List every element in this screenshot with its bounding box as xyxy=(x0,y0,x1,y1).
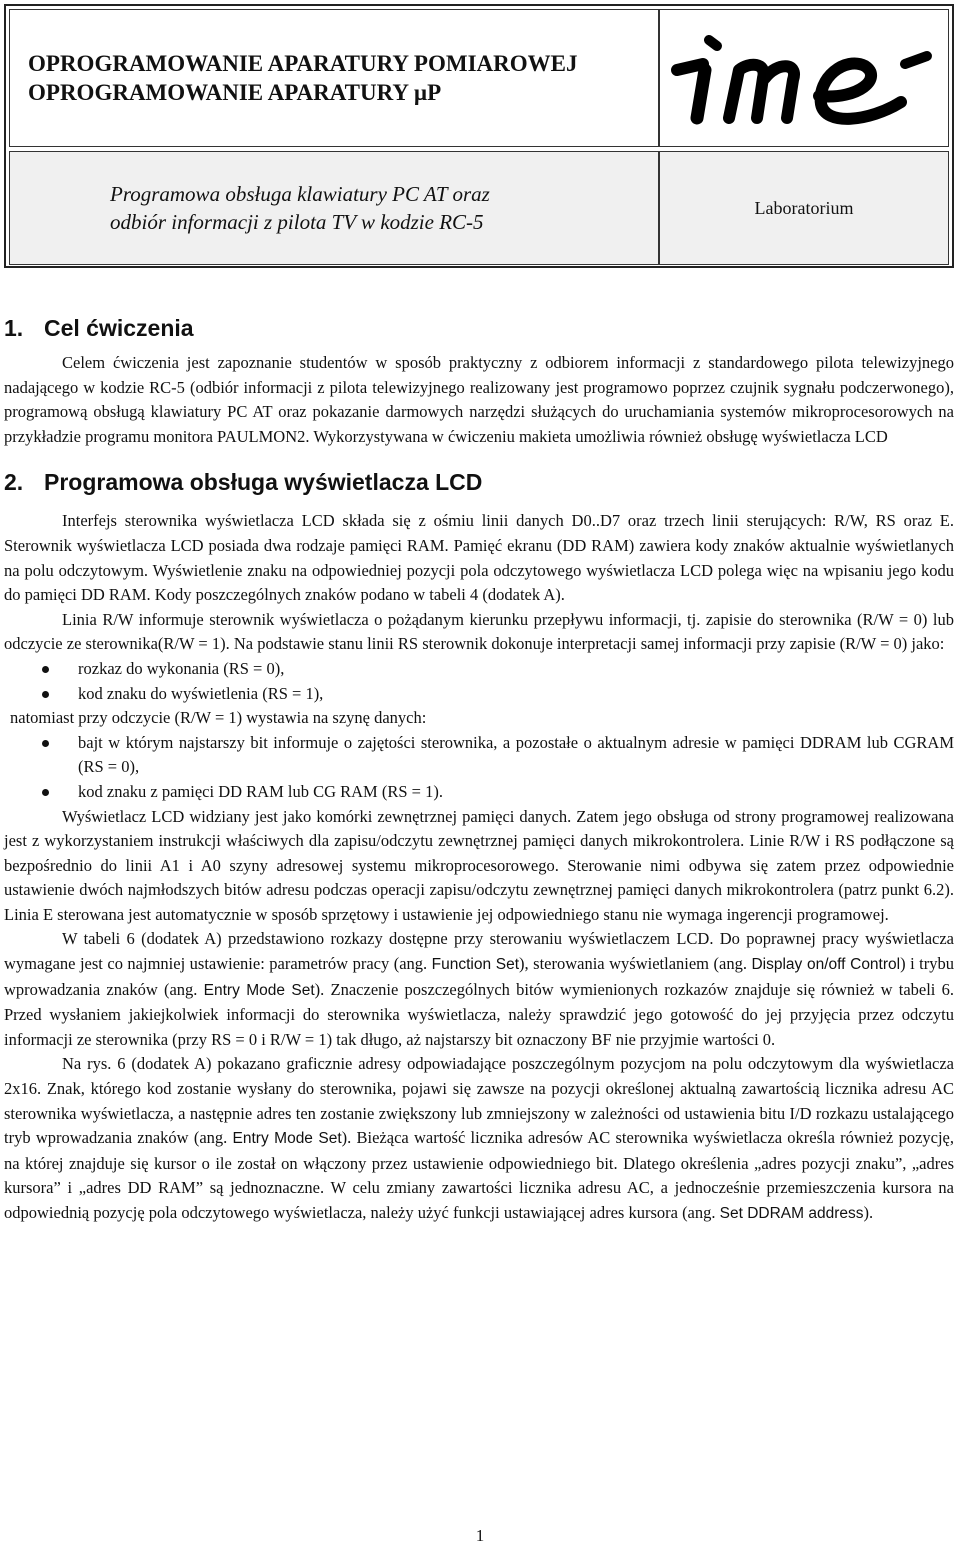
read-mode-list xyxy=(4,731,954,805)
section-2-paragraph-5 xyxy=(4,927,954,1052)
section-1-title: Cel ćwiczenia xyxy=(44,315,194,341)
header-table xyxy=(4,4,954,268)
text-run: ). xyxy=(863,1203,874,1222)
bullet-icon xyxy=(42,691,49,698)
section-2-number: 2. xyxy=(4,469,24,496)
term-function-set: Function Set xyxy=(431,956,520,974)
title-line-2: OPROGRAMOWANIE APARATURY µP xyxy=(28,80,442,105)
section-1-paragraph: Celem ćwiczenia jest zapoznanie studentów w sposób praktyczny z odbiorem informacji z standardowego pilota telewizyjnego nadającego w kodzie RC-5 (odbiór informacji z pilota telewizyjnego realizowany jest programowo poprzez czujnik sygnału podczerwonego), programową obsługą klawiatury PC AT oraz pokazanie darmowych narzędzi służących do uruchamiania systemów mikroprocesorowych na przykładzie programu monitora PAULMON2. Wykorzystywana w ćwiczeniu makieta umożliwia również obsługę wyświetlacza LCD xyxy=(4,353,954,446)
term-entry-mode-set: Entry Mode Set xyxy=(203,981,315,999)
text-run: W tabeli 6 (dodatek A) przedstawiono rozkazy dostępne przy sterowaniu wyświetlaczem LCD. Do poprawnej pracy wyświetlacza wymagane jest co najmniej ustawienie: parametrów pracy (ang. xyxy=(4,929,954,974)
subtitle-line-2: odbiór informacji z pilota TV w kodzie RC-5 xyxy=(110,210,484,234)
list-item xyxy=(4,657,954,682)
document-body xyxy=(4,313,954,1227)
section-2-paragraph-6 xyxy=(4,1052,954,1226)
section-2-paragraph-1: Interfejs sterownika wyświetlacza LCD składa się z ośmiu linii danych D0..D7 oraz trzech linii sterujących: R/W, RS oraz E. Sterownik wyświetlacza LCD posiada dwa rodzaje pamięci RAM. Pamięć ekranu (DD RAM) zawiera kody znaków aktualnie wyświetlanych na polu odczytowym. Wyświetlenie znaku na odpowiedniej pozycji pola odczytowego wyświetlacza LCD polega więc na wpisaniu jego kodu do pamięci DD RAM. Kody poszczególnych znaków podano w tabeli 4 (dodatek A). xyxy=(4,511,954,605)
list-item-text: kod znaku z pamięci DD RAM lub CG RAM (RS = 1). xyxy=(78,781,443,801)
list-item xyxy=(4,780,954,805)
list-item-text: kod znaku do wyświetlenia (RS = 1), xyxy=(78,683,324,703)
list-item xyxy=(4,682,954,707)
text-run: Na rys. 6 (dodatek A) pokazano graficznie adresy odpowiadające poszczególnym pozycjom na polu odczytowym dla wyświetlacza 2x16. Znak, którego kod zostanie wysłany do sterownika, pojawi się zawsze na pozycji określonej aktualną zawartością licznika adresu AC sterownika wyświetlacza, a następnie adres ten zostanie zwiększony lub zmniejszony w zależności od ustawienia bitu I/D rozkazu ustalającego tryb wprowadzania znaków (ang. xyxy=(4,1054,954,1148)
term-set-ddram-address: Set DDRAM address xyxy=(719,1205,864,1222)
bullet-icon xyxy=(42,789,49,796)
text-run: ) i trybu wprowadzania znaków (ang. xyxy=(4,954,954,999)
title-line-1: OPROGRAMOWANIE APARATURY POMIAROWEJ xyxy=(28,51,578,76)
section-2-paragraph-2: Linia R/W informuje sterownik wyświetlacza o pożądanym kierunku przepływu informacji, tj. zapisie do sterownika (R/W = 0) lub odczycie ze sterownika(R/W = 1). Na podstawie stanu linii RS sterownik dokonuje interpretacji samej informacji przy zapisie (R/W = 0) jako: xyxy=(4,609,954,654)
bullet-icon xyxy=(42,666,49,673)
text-run: ). Bieżąca wartość licznika adresów AC sterownika wyświetlacza określa również pozycję, na której znajduje się kursor o ile został on włączony przez ustawienie odpowiedniego bit. Dlatego określenia „adres pozycji znaku”, „adres kursora” i „adres DD RAM” są jednoznaczne. W celu zmiany zawartości licznika adresu AC, a jednocześnie przemieszczenia kursora na odpowiednią pozycję pola odczytowego wyświetlacza, należy użyć funkcji ustawiającej adres kursora (ang. xyxy=(4,1128,954,1222)
section-2-heading xyxy=(4,467,954,497)
term-entry-mode-set: Entry Mode Set xyxy=(232,1130,342,1148)
list-item xyxy=(4,731,954,780)
title-cell xyxy=(9,9,659,147)
list-item-text: bajt w którym najstarszy bit informuje o zajętości sterownika, a pozostałe o aktualnym adresie w pamięci DDRAM lub CGRAM (RS = 0), xyxy=(78,732,954,777)
section-2-title: Programowa obsługa wyświetlacza LCD xyxy=(44,469,483,496)
bullet-icon xyxy=(42,740,49,747)
page-number: 1 xyxy=(475,1526,485,1545)
ime-logo-icon xyxy=(669,18,939,138)
section-1-heading xyxy=(4,313,954,343)
logo-cell xyxy=(659,9,949,147)
section-2-paragraph-4: Wyświetlacz LCD widziany jest jako komórki zewnętrznej pamięci danych. Zatem jego obsługa od strony programowej realizowana jest z wykorzystaniem instrukcji właściwych dla zapisu/odczytu zewnętrznej pamięci danych mikrokontrolera. Linie R/W i RS podłączone są bezpośrednio do linii A1 i A0 szyny adresowej systemu mikroprocesorowego. Sterowanie nimi odbywa się zatem przez odpowiednie ustawienie dwóch najmłodszych bitów adresu podczas operacji zapisu/odczytu zewnętrznej pamięci danych mikrokontrolera (patrz punkt 6.2). Linia E sterowana jest automatycznie w sposób sprzętowy i ustawienie jej odpowiedniego stanu nie wymaga ingerencji programowej. xyxy=(4,806,954,924)
subtitle-cell xyxy=(9,151,659,265)
subtitle-line-1: Programowa obsługa klawiatury PC AT oraz xyxy=(110,182,490,206)
term-display-control: Display on/off Control xyxy=(751,956,901,974)
lab-type-cell: Laboratorium xyxy=(659,151,949,265)
section-1-number: 1. xyxy=(4,315,24,341)
text-run: ), sterowania wyświetlaniem (ang. xyxy=(519,954,752,974)
write-mode-list xyxy=(4,657,954,706)
section-2-paragraph-3: natomiast przy odczycie (R/W = 1) wystawia na szynę danych: xyxy=(10,708,427,728)
list-item-text: rozkaz do wykonania (RS = 0), xyxy=(78,658,285,678)
text-run: ). Znaczenie poszczególnych bitów wymienionych rozkazów znajduje się również w tabeli 6. Przed wysłaniem jakiejkolwiek informacji do sterownika wyświetlacza, należy sprawdzić jego gotowość do jej przyjęcia przez odczytu informacji ze sterownika (przy RS = 0 i R/W = 1) tak długo, aż najstarszy bit oznaczony BF nie przyjmie wartości 0. xyxy=(4,979,954,1049)
